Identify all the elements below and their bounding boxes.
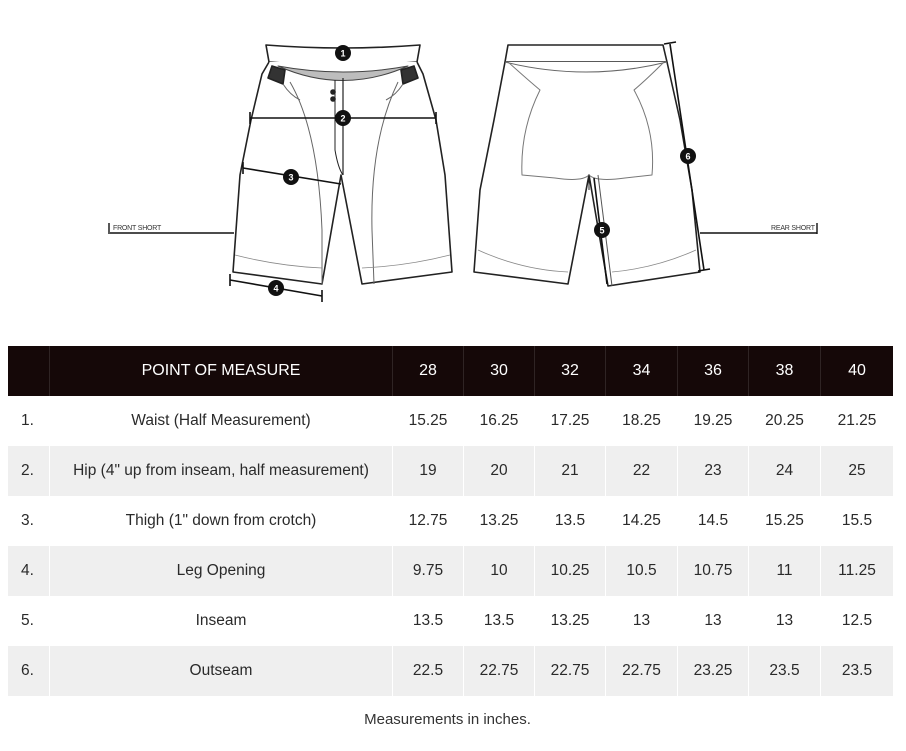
row-value: 21: [535, 446, 606, 496]
row-index: 6.: [8, 646, 50, 696]
row-value: 21.25: [821, 396, 893, 446]
row-value: 13.5: [464, 596, 535, 646]
row-value: 12.75: [393, 496, 464, 546]
row-value: 11: [749, 546, 821, 596]
front-short-label: FRONT SHORT: [113, 225, 162, 232]
svg-text:1: 1: [340, 48, 346, 59]
table-row: [8, 546, 893, 596]
row-value: 20.25: [749, 396, 821, 446]
row-measure: Leg Opening: [50, 546, 393, 596]
header-point-of-measure: POINT OF MEASURE: [50, 346, 393, 396]
svg-text:2: 2: [340, 113, 346, 124]
row-measure: Hip (4" up from inseam, half measurement): [50, 446, 393, 496]
marker-2: [335, 110, 351, 126]
row-value: 19: [393, 446, 464, 496]
row-measure: Thigh (1" down from crotch): [50, 496, 393, 546]
svg-text:3: 3: [288, 172, 294, 183]
row-index: 1.: [8, 396, 50, 446]
row-value: 14.5: [678, 496, 749, 546]
marker-4: [268, 280, 284, 296]
row-index: 5.: [8, 596, 50, 646]
row-value: 10.75: [678, 546, 749, 596]
row-value: 10.5: [606, 546, 678, 596]
row-value: 13.25: [464, 496, 535, 546]
row-value: 23.25: [678, 646, 749, 696]
front-short-illustration: [233, 45, 452, 284]
row-value: 19.25: [678, 396, 749, 446]
header-size-28: 28: [393, 346, 464, 396]
row-value: 13: [678, 596, 749, 646]
row-value: 10.25: [535, 546, 606, 596]
table-row: [8, 646, 893, 696]
header-size-38: 38: [749, 346, 821, 396]
row-value: 13.5: [393, 596, 464, 646]
row-measure: Inseam: [50, 596, 393, 646]
rear-measure-lines: [109, 42, 817, 284]
row-value: 20: [464, 446, 535, 496]
row-value: 14.25: [606, 496, 678, 546]
row-value: 22.75: [535, 646, 606, 696]
table-row: [8, 446, 893, 496]
row-value: 22.75: [606, 646, 678, 696]
row-value: 23: [678, 446, 749, 496]
svg-text:6: 6: [685, 151, 691, 162]
row-value: 22: [606, 446, 678, 496]
header-size-30: 30: [464, 346, 535, 396]
row-value: 15.25: [393, 396, 464, 446]
row-measure: Waist (Half Measurement): [50, 396, 393, 446]
svg-text:5: 5: [599, 225, 605, 236]
row-value: 13.5: [535, 496, 606, 546]
marker-3: [283, 169, 299, 185]
row-value: 15.25: [749, 496, 821, 546]
row-index: 2.: [8, 446, 50, 496]
row-value: 23.5: [749, 646, 821, 696]
row-value: 9.75: [393, 546, 464, 596]
row-value: 13.25: [535, 596, 606, 646]
rear-short-illustration: [474, 45, 700, 286]
marker-1: [335, 45, 351, 61]
row-value: 22.75: [464, 646, 535, 696]
marker-5: [594, 222, 610, 238]
table-row: [8, 596, 893, 646]
row-value: 18.25: [606, 396, 678, 446]
row-value: 22.5: [393, 646, 464, 696]
row-value: 24: [749, 446, 821, 496]
row-value: 11.25: [821, 546, 893, 596]
header-size-34: 34: [606, 346, 678, 396]
size-chart-table: [8, 346, 893, 696]
rear-short-label: REAR SHORT: [771, 225, 815, 232]
row-value: 17.25: [535, 396, 606, 446]
table-row: [8, 396, 893, 446]
row-measure: Outseam: [50, 646, 393, 696]
marker-6: [680, 148, 696, 164]
header-size-36: 36: [678, 346, 749, 396]
table-row: [8, 496, 893, 546]
row-index: 3.: [8, 496, 50, 546]
row-index: 4.: [8, 546, 50, 596]
row-value: 12.5: [821, 596, 893, 646]
measurement-units-note: Measurements in inches.: [364, 711, 531, 728]
row-value: 10: [464, 546, 535, 596]
row-value: 23.5: [821, 646, 893, 696]
svg-text:4: 4: [273, 283, 279, 294]
shorts-diagram: [0, 0, 906, 320]
table-header-row: [8, 346, 893, 396]
header-size-32: 32: [535, 346, 606, 396]
row-value: 25: [821, 446, 893, 496]
row-value: 13: [606, 596, 678, 646]
row-value: 16.25: [464, 396, 535, 446]
header-index: [8, 346, 50, 396]
row-value: 13: [749, 596, 821, 646]
header-size-40: 40: [821, 346, 893, 396]
row-value: 15.5: [821, 496, 893, 546]
